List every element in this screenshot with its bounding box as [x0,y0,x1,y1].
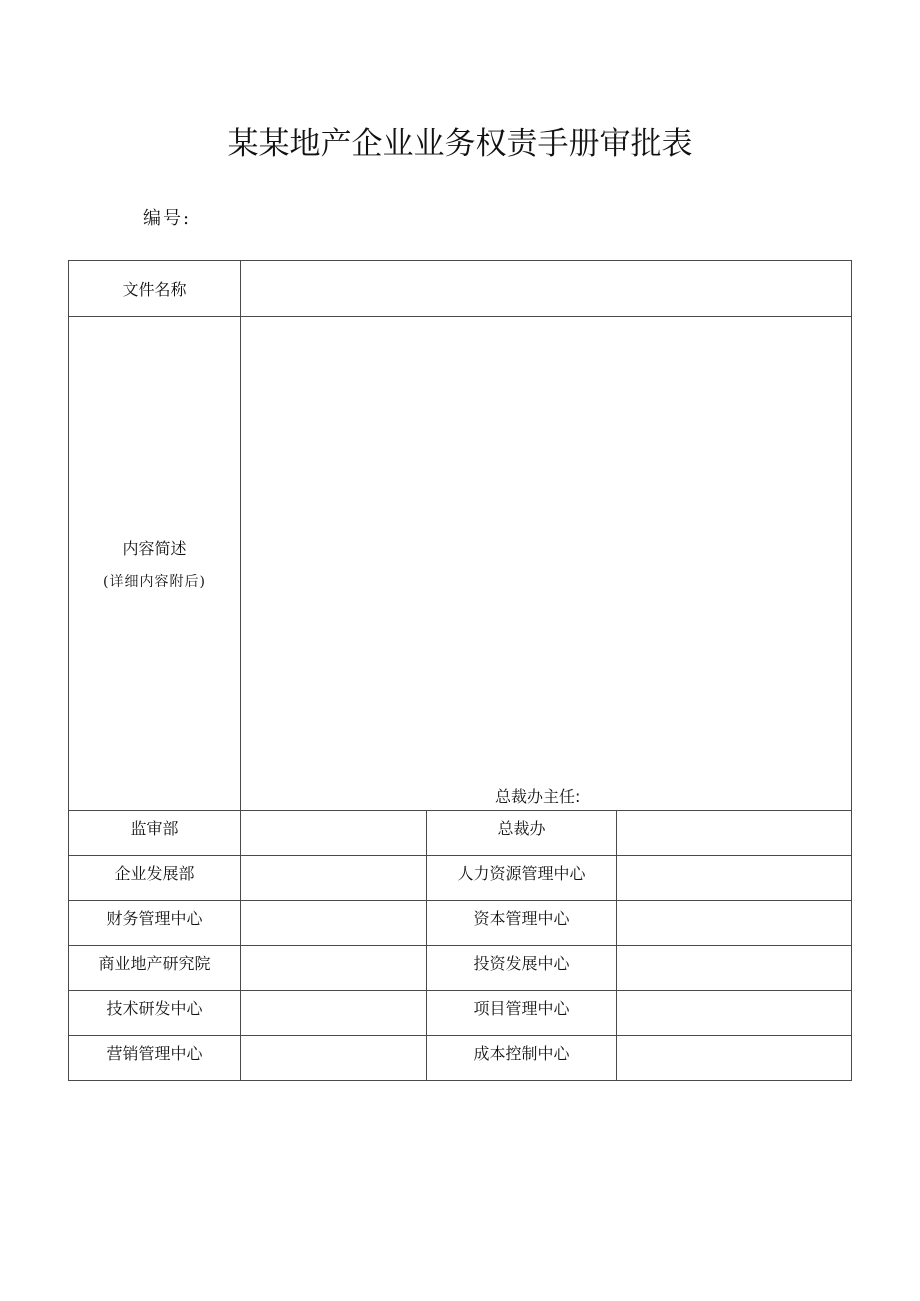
file-name-field[interactable] [241,261,852,317]
signoff-department-label: 商业地产研究院 [69,946,241,991]
content-summary-label-cell [69,317,241,811]
signoff-department-label: 资本管理中心 [427,901,617,946]
signoff-row [69,901,852,946]
signoff-department-label: 监审部 [69,811,241,856]
signoff-department-label: 财务管理中心 [69,901,241,946]
president-office-director-label: 总裁办主任: [495,787,581,806]
signoff-signature-field[interactable] [241,1036,427,1081]
signoff-row [69,811,852,856]
signoff-department-label: 总裁办 [427,811,617,856]
document-number-label: 编号: [143,208,192,229]
document-title: 某某地产企业业务权责手册审批表 [227,126,693,162]
signoff-row [69,1036,852,1081]
signoff-department-label: 技术研发中心 [69,991,241,1036]
signoff-row [69,856,852,901]
signoff-department-label: 项目管理中心 [427,991,617,1036]
signoff-signature-field[interactable] [241,946,427,991]
signoff-department-label: 企业发展部 [69,856,241,901]
signoff-signature-field[interactable] [617,946,852,991]
signoff-signature-field[interactable] [241,991,427,1036]
content-summary-label: 内容简述 [122,538,187,558]
signoff-row [69,991,852,1036]
signoff-signature-field[interactable] [617,811,852,856]
content-summary-row [69,317,852,811]
signoff-row [69,946,852,991]
signoff-signature-field[interactable] [617,991,852,1036]
content-summary-note: (详细内容附后) [103,573,206,590]
signoff-department-label: 人力资源管理中心 [427,856,617,901]
signoff-signature-field[interactable] [617,1036,852,1081]
signoff-signature-field[interactable] [241,811,427,856]
file-name-row [69,261,852,317]
signoff-department-label: 营销管理中心 [69,1036,241,1081]
file-name-label: 文件名称 [69,261,241,317]
signoff-signature-field[interactable] [241,901,427,946]
signoff-department-label: 投资发展中心 [427,946,617,991]
signoff-signature-field[interactable] [617,856,852,901]
signoff-signature-field[interactable] [241,856,427,901]
signoff-department-label: 成本控制中心 [427,1036,617,1081]
content-summary-field[interactable] [241,317,852,811]
signoff-signature-field[interactable] [617,901,852,946]
approval-form-table [68,260,852,1081]
